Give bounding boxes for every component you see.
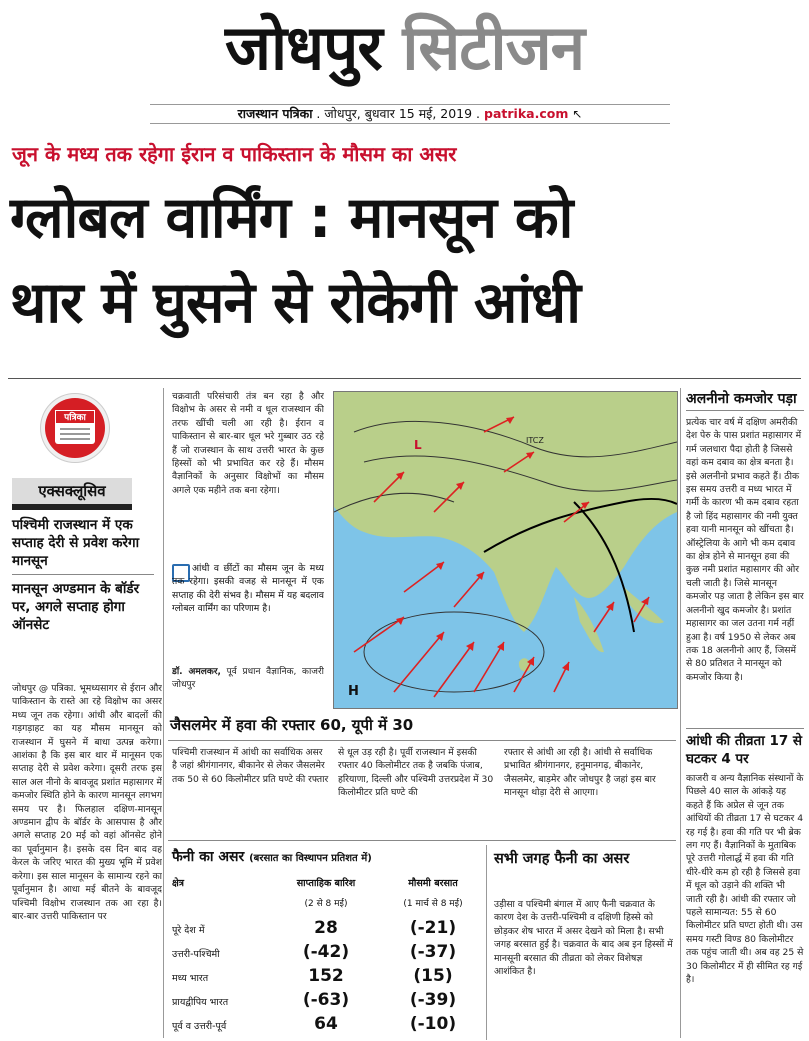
exclusive-badge: एक्सक्लूसिव xyxy=(12,478,132,504)
table-header-weekly: साप्ताहिक बारिश xyxy=(296,878,356,889)
row-region: प्रायद्वीपिय भारत xyxy=(172,997,229,1008)
table-header-region: क्षेत्र xyxy=(172,878,185,889)
column-rule-3 xyxy=(680,388,681,1038)
column-rule-1 xyxy=(163,388,164,1038)
subhead-2: मानसून अण्डमान के बॉर्डर पर, अगले सप्ताह होगा ऑनसेट xyxy=(12,581,140,633)
masthead-subline xyxy=(150,104,670,124)
storm-body: काजरी व अन्य वैज्ञानिक संस्थानों के पिछले 40 साल के आंकड़े यह कहते हैं कि अप्रेल से जून तक आंधियों की तीव्रता 17 से घटकर 4 रह गई है। हवा की गति पर भी ब्रेक लग गए हैं। वैज्ञानिकों के मुताबिक पूरे उत्तरी गोलार्द्ध में हवा की गति धीरे-धीरे कम हो रही है जिससे हवा में धूल को उड़ाने की शक्ति भी जाती रही है। आंधी की रफ्तार जो पहले सामान्यत: 55 से 60 किलोमीटर प्रति घण्टा होती थी। उस समय गस्टी विण्ड 80 किलोमीटर तक पहुंच जाती थी। अब वह 25 से 30 किलोमीटर में ही सीमित रह गई है। xyxy=(686,773,804,986)
storm-divider-top xyxy=(686,728,804,729)
table-header xyxy=(168,874,478,894)
weather-map xyxy=(333,391,678,709)
cursor-icon: ↖ xyxy=(572,107,583,121)
fani-title: सभी जगह फैनी का असर xyxy=(494,851,630,867)
patrika-logo xyxy=(45,398,105,458)
row-seasonal: (-21) xyxy=(409,918,457,938)
place-date: . जोधपुर, बुधवार 15 मई, 2019 . xyxy=(316,106,481,121)
subhead-divider xyxy=(12,574,154,575)
masthead-title xyxy=(0,0,809,96)
table-row xyxy=(168,966,478,990)
masthead-title-dark: जोधपुर xyxy=(224,11,382,84)
expert-quote: आंधी व छींटों का मौसम जून के मध्य तक रहेगा। इसकी वजह से मानसून में एक सप्ताह की देरी संभव है। मौसम में यह बदलाव ग्लोबल वार्मिंग का परिणाम है। xyxy=(172,563,324,615)
row-weekly: 28 xyxy=(314,918,338,938)
wind-col-1: पश्चिमी राजस्थान में आंधी का सर्वाधिक असर है जहां श्रीगंगानगर, बीकानेर से लेकर जैसलमेर तक 50 से 60 किलोमीटर प्रति घण्टे की रफ्तार xyxy=(172,747,329,785)
elnino-title: अलनीनो कमजोर पड़ा xyxy=(686,391,797,407)
map-label-low: L xyxy=(414,438,422,452)
headline-line-2: थार में घुसने से रोकेगी आंधी xyxy=(10,270,580,336)
table-title xyxy=(172,848,372,868)
row-weekly: 152 xyxy=(308,966,344,986)
main-headline xyxy=(10,176,800,346)
row-seasonal: (-39) xyxy=(409,990,457,1010)
row-seasonal: (-37) xyxy=(409,942,457,962)
table-row xyxy=(168,918,478,942)
map-label-itcz: ITCZ xyxy=(526,436,544,445)
wind-title: जैसलमेर में हवा की रफ्तार 60, यूपी में 30 xyxy=(170,716,414,734)
table-subheader-weekly: (2 से 8 मई) xyxy=(304,899,348,909)
column-rule-2 xyxy=(486,845,487,1040)
table-subheader-seasonal: (1 मार्च से 8 मई) xyxy=(403,899,463,909)
map-label-high: H xyxy=(348,684,359,699)
row-region: पूरे देश में xyxy=(172,925,205,936)
row-region: मध्य भारत xyxy=(172,973,209,984)
site-url[interactable]: patrika.com xyxy=(484,106,569,121)
wind-col-2: से धूल उड़ रही है। पूर्वी राजस्थान में इसकी रफ्तार 40 किलोमीटर तक है जबकि पंजाब, हरियाणा, दिल्ली और पश्चिमी उत्तरप्रदेश में 30 किलोमीटर प्रति घण्टे की xyxy=(338,747,494,799)
table-row xyxy=(168,942,478,966)
row-region: पूर्व व उत्तरी-पूर्व xyxy=(172,1021,227,1032)
middle-body: चक्रवाती परिसंचारी तंत्र बन रहा है और विक्षोभ के असर से नमी व धूल राजस्थान की तरफ खींची चली आ रही है। ईरान व पाकिस्तान से बार-बार धूल भरे गुब्बार उठ रहे हैं जो राजस्थान के साथ उत्तरी भारत के कुछ हिस्सों को भी प्रभावित कर रहे हैं। मौसम वैज्ञानिकों के अनुसार विक्षोभों का मौसम अगले एक महीने तक बना रहेगा। xyxy=(172,391,324,496)
kicker: जून के मध्य तक रहेगा ईरान व पाकिस्तान के मौसम का असर xyxy=(12,142,457,166)
row-weekly: (-42) xyxy=(302,942,350,962)
wind-divider xyxy=(168,740,676,741)
byline xyxy=(172,666,324,696)
table-title-note: (बरसात का विस्थापन प्रतिशत में) xyxy=(249,853,372,864)
wind-bottom-divider xyxy=(168,840,676,841)
elnino-body: प्रत्येक चार वर्ष में दक्षिण अमरीकी देश पेरु के पास प्रशांत महासागर में गर्म जलधारा पैदा होती है जिससे वहां कम दबाव का क्षेत्र बनता है। इसे अलनीनो प्रभाव कहते हैं। ठीक इस समय उत्तरी व मध्य भारत में गर्मी के कारण भी कम दबाव रहता है जो हिंद महासागर की नमी युक्त हवा यानी मानसून को खींचता है। ऑस्ट्रेलिया के आगे भी कम दबाव का क्षेत्र होने से मानसून हवा की कुछ नमी प्रशांत महासागर की ओर चली जाती है। जिसे मानसून कमजोर पड़ जाता है लेकिन इस बार अलनीनो खुद कमजोर है। प्रशांत महासागर का जल उतना गर्म नहीं हुआ है। वर्ष 1950 से लेकर अब तक 18 अलनीनो आए हैं, जिसमें से 80 प्रतिशत ने मानसून को कमजोर किया है। xyxy=(686,417,804,683)
left-body: जोधपुर @ पत्रिका. भूमध्यसागर से ईरान और पाकिस्तान के रास्ते आ रहे विक्षोभ का असर मध्य जून तक रहेगा। आंधी और बादलों की गड़गड़ाहट का यह मौसम मानसून को राजस्थान में घुसने में बाधा उत्पन्न करेगा। आशंका है कि इस बार थार में मानूसन एक सप्ताह देरी से प्रवेश करेगा। दूसरी तरफ इस साल अल नीनो के बावजूद प्रशांत महासागर में कमजोर स्थिति होने के कारण मानसून लगभग समय पर है। फिलहाल दक्षिण-मानसून अण्डमान द्वीप के बॉर्डर के आसपास है और अगले सप्ताह 20 मई को वहां ऑनसेट होने का पूर्वानुमान है। इसके दस दिन बाद वह केरल के जरिए भारत की मुख्य भूमि में प्रवेश करेगा। इस साल मानूसन के सामान्य रहने का पूर्वानुमान है। आधा मई बीतने के बावजूद पश्चिमी विक्षोभ राजस्थान तक आ रहा है। बार-बार उत्तरी पाकिस्तान पर xyxy=(12,683,162,922)
table-row xyxy=(168,990,478,1014)
headline-divider xyxy=(8,378,801,379)
headline-line-1: ग्लोबल वार्मिंग : मानसून को xyxy=(10,185,573,251)
logo-label: पत्रिका xyxy=(55,410,95,424)
fani-body: उड़ीसा व पश्चिमी बंगाल में आए फैनी चक्रवात के कारण देश के उत्तरी-पश्चिमी व दक्षिणी हिस्से को छोड़कर शेष भारत में असर देखने को मिला है। सभी जगह बरसात हुई है। चक्रवात के बाद अब इन हिस्सों में मानसूनी बरसात की तीव्रता को लेकर विशेषज्ञ आशंकित है। xyxy=(494,899,673,978)
row-region: उत्तरी-पश्चिमी xyxy=(172,949,220,960)
masthead-title-light: सिटीजन xyxy=(402,11,585,84)
table-title-main: फैनी का असर xyxy=(172,849,245,865)
subhead-1: पश्चिमी राजस्थान में एक सप्ताह देरी से प्रवेश करेगा मानसून xyxy=(12,517,140,569)
table-row xyxy=(168,1014,478,1038)
storm-title: आंधी की तीव्रता 17 से घटकर 4 पर xyxy=(686,733,803,767)
weather-map-svg xyxy=(334,392,677,708)
row-seasonal: (15) xyxy=(413,966,453,986)
wind-col-3: रफ्तार से आंधी आ रही है। आंधी से सर्वाधिक प्रभावित श्रीगंगानगर, हनुमानगढ़, बीकानेर, जैसलमेर, बाड़मेर और जोधपुर है जहां इस बार मानसून थोड़ा देरी से आएगा। xyxy=(504,747,656,799)
table-header-seasonal: मौसमी बरसात xyxy=(408,878,458,889)
row-seasonal: (-10) xyxy=(409,1014,457,1034)
paper-name: राजस्थान पत्रिका xyxy=(237,106,313,121)
row-weekly: (-63) xyxy=(302,990,350,1010)
elnino-divider xyxy=(686,410,804,411)
row-weekly: 64 xyxy=(314,1014,338,1034)
byline-name: डॉ. अमलकर, xyxy=(172,667,221,677)
byline-title: पूर्व प्रधान वैज्ञानिक, काजरी जोधपुर xyxy=(172,667,324,691)
table-subheader xyxy=(168,896,478,910)
exclusive-bar xyxy=(12,504,132,510)
